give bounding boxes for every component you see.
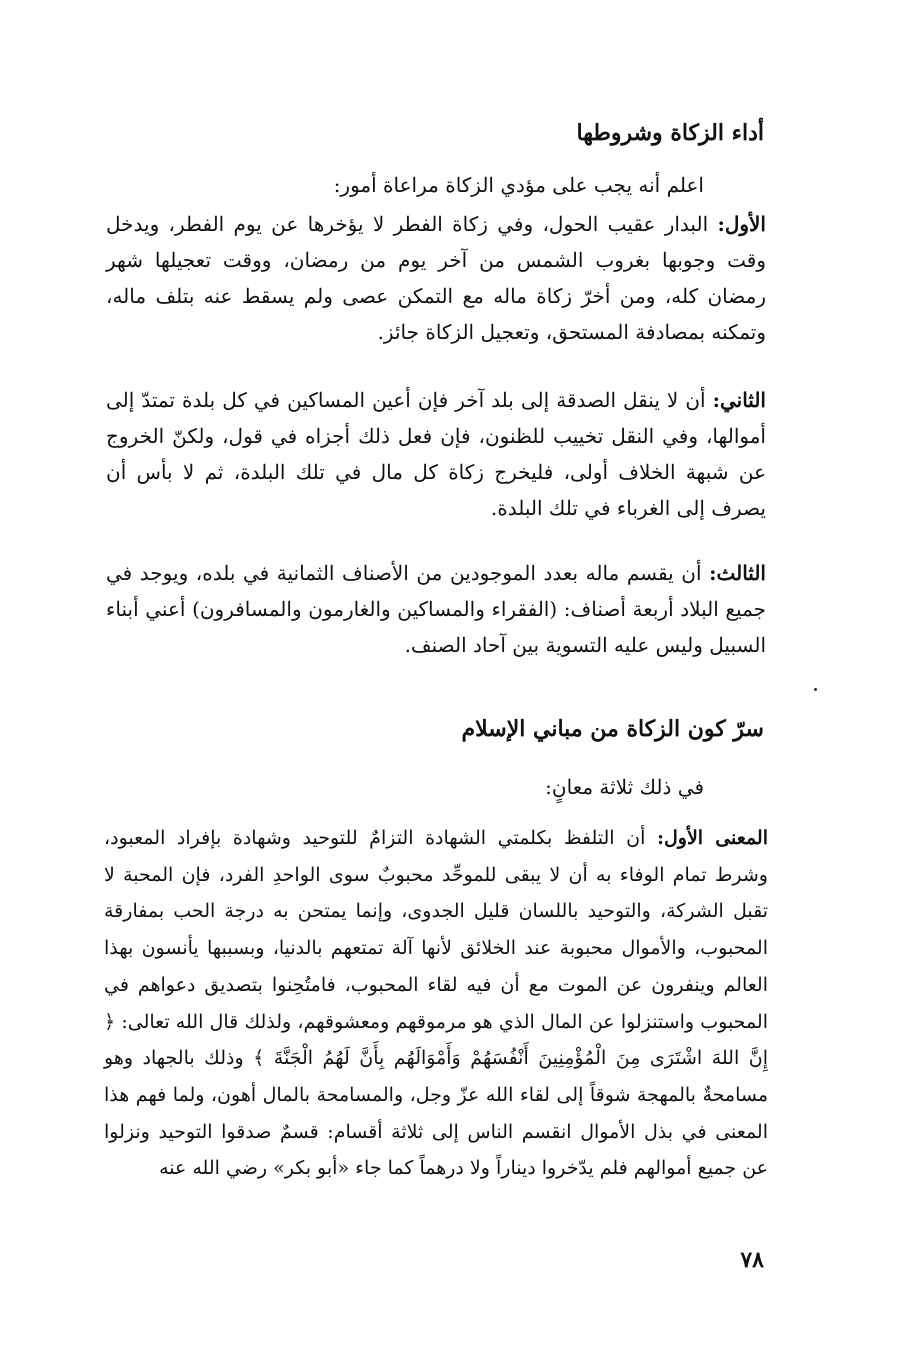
section-title-zakat-conditions: أداء الزكاة وشروطها — [576, 120, 764, 146]
page-number: ٧٨ — [740, 1247, 764, 1273]
paragraph-third-condition — [106, 555, 766, 663]
scan-speck — [814, 688, 817, 691]
paragraph-first-condition — [106, 206, 766, 350]
paragraph-first-meaning — [104, 820, 768, 1187]
paragraph-text: أن التلفظ بكلمتي الشهادة التزامٌ للتوحيد وشهادة بإفراد المعبود، وشرط تمام الوفاء به أن لا يبقى للموحِّد محبوبٌ سوى الواحدِ الفرد، فإن المحبة لا تقبل الشركة، والتوحيد باللسان قليل الجدوى، وإنما يمتحن به درجة الحب بمفارقة المحبوب، والأموال محبوبة عند الخلائق لأنها آلة تمتعهم بالدنيا، وبسببها يأنسون بهذا العالم وينفرون عن الموت مع أن فيه لقاء المحبوب، فامتُحِنوا بتصديق دعواهم في المحبوب واستنزلوا عن المال الذي هو مرموقهم ومعشوقهم، ولذلك قال الله تعالى: ﴿ إِنَّ اللهَ اشْتَرَى مِنَ الْمُؤْمِنِينَ أَنْفُسَهُمْ وَأَمْوَالَهُم بِأَنَّ لَهُمُ الْجَنَّةَ ﴾ وذلك بالجهاد وهو مسامحةٌ بالمهجة شوقاً إلى لقاء الله عزّ وجل، والمسامحة بالمال أهون، ولما فهم هذا المعنى في بذل الأموال انقسم الناس إلى ثلاثة أقسام: قسمٌ صدقوا التوحيد ونزلوا عن جميع أموالهم فلم يدّخروا ديناراً ولا درهماً كما جاء «أبو بكر» رضي الله عنه — [104, 827, 768, 1180]
paragraph-lead: الأول: — [717, 212, 766, 236]
paragraph-text: أن يقسم ماله بعدد الموجودين من الأصناف الثمانية في بلده، ويوجد في جميع البلاد أربعة أصناف: (الفقراء والمساكين والغارمون والمسافرون) أعني أبناء السبيل وليس عليه التسوية بين آحاد الصنف. — [106, 561, 766, 657]
paragraph-lead: المعنى الأول: — [656, 827, 768, 849]
section-intro: في ذلك ثلاثة معانٍ: — [545, 775, 704, 799]
paragraph-second-condition — [106, 382, 766, 526]
paragraph-text: أن لا ينقل الصدقة إلى بلد آخر فإن أعين المساكين في كل بلدة تمتدّ إلى أموالها، وفي النقل تخييب للظنون، فإن فعل ذلك أجزاه في قول، ولكنّ الخروج عن شبهة الخلاف أولى، فليخرج زكاة كل مال في تلك البلدة، ثم لا بأس أن يصرف إلى الغرباء في تلك البلدة. — [106, 388, 766, 520]
section-title-zakat-secret: سرّ كون الزكاة من مباني الإسلام — [461, 716, 764, 742]
section-intro: اعلم أنه يجب على مؤدي الزكاة مراعاة أمور: — [333, 173, 704, 197]
paragraph-text: البدار عقيب الحول، وفي زكاة الفطر لا يؤخرها عن يوم الفطر، ويدخل وقت وجوبها بغروب الشمس من آخر يوم من رمضان، ووقت تعجيلها شهر رمضان كله، ومن أخرّ زكاة ماله مع التمكن عصى ولم يسقط عنه بتلف ماله، وتمكنه بمصادفة المستحق، وتعجيل الزكاة جائز. — [106, 212, 766, 344]
paragraph-lead: الثاني: — [712, 388, 766, 412]
paragraph-lead: الثالث: — [709, 561, 766, 585]
